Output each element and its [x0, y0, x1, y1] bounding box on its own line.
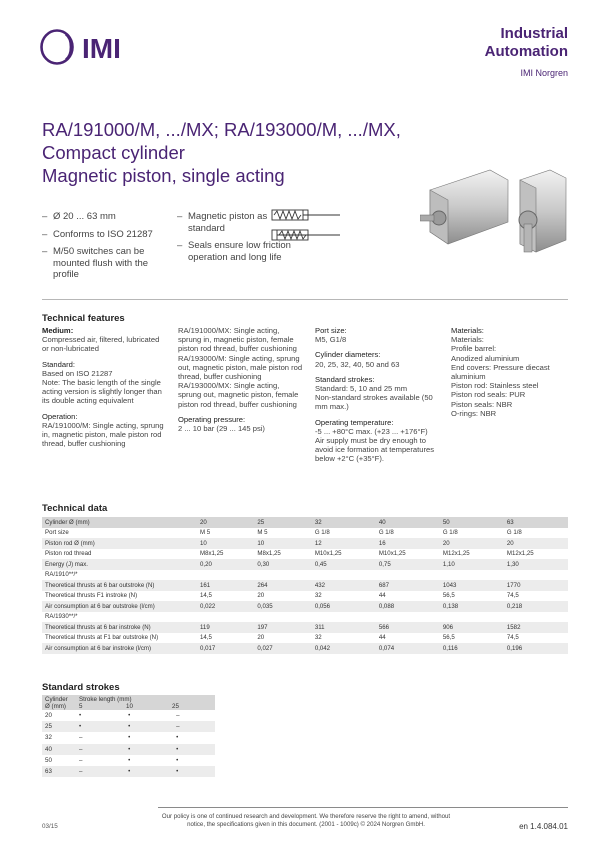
cylinder-diameter: 63 — [42, 766, 76, 777]
table-cell: 264 — [254, 580, 311, 591]
strokes-label: Standard strokes: — [315, 374, 375, 384]
stroke-availability: • — [79, 712, 82, 720]
bullet-item: – Ø 20 ... 63 mm — [42, 211, 167, 223]
table-row — [42, 643, 568, 654]
table-row — [42, 580, 568, 591]
feature-bullets-left — [42, 211, 167, 287]
table-cell: 197 — [254, 622, 311, 633]
table-row — [42, 622, 568, 633]
materials-item: O-rings: NBR — [451, 408, 497, 418]
table-cell: M10x1,25 — [314, 550, 342, 558]
table-header-row — [42, 695, 215, 710]
table-cell — [376, 570, 440, 581]
table-cell: 20 — [504, 538, 568, 549]
stroke-availability: • — [128, 712, 131, 720]
table-cell: M 5 — [257, 529, 268, 537]
product-photo — [420, 160, 576, 264]
row-label: Piston rod thread — [45, 550, 92, 558]
imi-logo-mark — [40, 28, 150, 66]
tf-column-2 — [178, 326, 303, 439]
row-label: Energy (J) max. — [42, 559, 197, 570]
table-row — [42, 721, 215, 732]
materials-label: Materials: — [451, 326, 484, 335]
table-cell: 74,5 — [506, 592, 519, 600]
materials-item: Piston rod: Stainless steel — [451, 381, 539, 391]
tf-column-1 — [42, 326, 164, 454]
table-cell: 0,218 — [504, 601, 568, 612]
table-row — [42, 549, 568, 560]
table-cell: 0,45 — [312, 559, 376, 570]
row-label: Theoretical thrusts F1 instroke (N) — [45, 592, 138, 600]
table-cell: 0,056 — [312, 601, 376, 612]
operation-4: RA/193000/MX: Single acting, sprung out, magnetic piston, female piston rod thread, buffer cushioning — [178, 381, 299, 409]
table-cell: M10x1,25 — [378, 550, 406, 558]
table-row — [42, 559, 568, 570]
page-number: 03/15 — [42, 823, 58, 830]
stroke-values — [79, 703, 212, 710]
stroke-25: 25 — [172, 703, 179, 710]
row-label: RA/1910**/* — [45, 571, 78, 579]
stroke-availability: – — [176, 712, 180, 720]
table-cell: M12x1,25 — [506, 550, 534, 558]
temperature-label: Operating temperature: — [315, 417, 394, 427]
table-cell — [440, 570, 504, 581]
brand-line1: Industrial — [500, 25, 568, 42]
title-line1: RA/191000/M, .../MX; RA/193000/M, .../MX, — [42, 119, 401, 140]
table-cell — [197, 612, 254, 623]
table-cell: 10 — [197, 538, 254, 549]
table-cell: 44 — [378, 634, 386, 642]
table-cell: 0,022 — [197, 601, 254, 612]
row-label: Theoretical thrusts at 6 bar instroke (N) — [42, 622, 197, 633]
table-row — [42, 755, 215, 766]
table-cell: 32 — [314, 592, 322, 600]
stroke-availability: • — [125, 721, 173, 732]
table-cell: 432 — [312, 580, 376, 591]
table-cell: 40 — [376, 517, 440, 528]
document-title — [42, 118, 401, 187]
footer-divider — [158, 807, 568, 808]
table-cell: M12x1,25 — [442, 550, 470, 558]
table-cell: 0,035 — [254, 601, 311, 612]
table-cell — [376, 612, 440, 623]
table-cell — [504, 612, 568, 623]
row-label: Air consumption at 6 bar outstroke (l/cm) — [42, 601, 197, 612]
stroke-availability: • — [128, 734, 131, 742]
table-cell: M 5 — [200, 529, 211, 537]
row-label: Air consumption at 6 bar instroke (l/cm) — [42, 643, 197, 654]
table-cell: 0,196 — [504, 643, 568, 654]
table-cell — [504, 570, 568, 581]
header-stroke-length: Stroke length (mm) — [79, 696, 132, 703]
operation-1: RA/191000/M: Single acting, sprung in, magnetic piston, male piston rod thread, buffer cushioning — [42, 420, 164, 449]
table-cell: 56,5 — [442, 634, 455, 642]
table-row — [42, 732, 215, 743]
table-cell — [254, 612, 311, 623]
stroke-availability: • — [176, 756, 179, 764]
table-cell: 12 — [312, 538, 376, 549]
pressure-text: 2 ... 10 bar (29 ... 145 psi) — [178, 424, 265, 434]
standard-strokes-table — [42, 695, 215, 777]
stroke-availability: • — [176, 734, 179, 742]
table-cell: M8x1,25 — [257, 550, 281, 558]
cylinder-diameter: 40 — [42, 744, 76, 755]
header-cylinder: Cylinder — [45, 696, 68, 703]
table-row — [42, 591, 568, 602]
table-cell: 0,75 — [376, 559, 440, 570]
table-cell: 10 — [254, 538, 311, 549]
bullet-item: – M/50 switches can be mounted flush with the profile — [42, 246, 167, 281]
table-cell: G 1/8 — [314, 529, 330, 537]
materials-item: Piston rod seals: PUR — [451, 390, 526, 400]
bullet-item: – Magnetic piston as standard — [177, 211, 297, 234]
brand-title — [485, 25, 568, 61]
port-text: M5, G1/8 — [315, 335, 347, 345]
stroke-availability: – — [79, 756, 83, 764]
technical-data-heading: Technical data — [42, 503, 108, 514]
footer-disclaimer: Our policy is one of continued research and development. We therefore reserve the right to amend, without notice, the specifications given in this document. (2001 - 1009c) © 2024 Norgren GmbH. — [161, 813, 451, 828]
table-cell: G 1/8 — [378, 529, 394, 537]
table-cell: 0,20 — [197, 559, 254, 570]
cylinder-diameter: 32 — [45, 734, 52, 742]
row-label: Port size — [45, 529, 69, 537]
table-cell — [312, 612, 376, 623]
table-cell: 32 — [312, 517, 376, 528]
table-cell: 119 — [197, 622, 254, 633]
table-cell: 0,017 — [197, 643, 254, 654]
stroke-col-header — [76, 695, 215, 710]
stroke-availability: – — [173, 721, 215, 732]
table-cell: 16 — [376, 538, 440, 549]
stroke-availability: – — [76, 766, 125, 777]
table-row — [42, 528, 568, 539]
table-cell: 1,10 — [440, 559, 504, 570]
imi-logo — [40, 28, 150, 66]
row-label: Theoretical thrusts at F1 bar outstroke (N) — [45, 634, 159, 642]
temperature-text: -5 ... +80°C max. (+23 ... +176°F) — [315, 426, 428, 436]
operation-label: Operation: — [42, 411, 78, 421]
table-cell — [254, 570, 311, 581]
table-cell: M8x1,25 — [200, 550, 224, 558]
row-label: Theoretical thrusts at 6 bar outstroke (N) — [42, 580, 197, 591]
brand-line2: Automation — [484, 43, 568, 60]
operation-2: RA/191000/MX: Single acting, sprung in, magnetic piston, female piston rod thread, buffer cushioning — [178, 326, 297, 354]
table-row — [42, 710, 215, 721]
table-cell: 0,042 — [312, 643, 376, 654]
table-cell: 44 — [378, 592, 386, 600]
pressure-label: Operating pressure: — [178, 414, 246, 424]
table-cell: 14,5 — [200, 592, 212, 600]
materials-item: Materials: — [451, 335, 484, 345]
header-diameter: Ø (mm) — [45, 703, 66, 710]
table-cell: 20 — [197, 517, 254, 528]
cylinder-symbol-diagram — [270, 208, 410, 248]
cylinder-diameter: 50 — [45, 756, 52, 764]
logo-text: IMI — [82, 33, 121, 64]
stroke-availability: • — [128, 756, 131, 764]
materials-item: Piston seals: NBR — [451, 399, 513, 409]
table-row — [42, 766, 215, 777]
strokes-text2: Non-standard strokes available (50 mm max.) — [315, 393, 433, 412]
row-label: Cylinder Ø (mm) — [42, 517, 197, 528]
table-cell: 906 — [440, 622, 504, 633]
materials-item: Profile barrel: — [451, 344, 497, 354]
table-cell: 0,088 — [376, 601, 440, 612]
strokes-text: Standard: 5, 10 and 25 mm — [315, 384, 408, 394]
table-cell: G 1/8 — [442, 529, 458, 537]
table-cell: 25 — [254, 517, 311, 528]
table-cell: 566 — [376, 622, 440, 633]
table-cell: 63 — [504, 517, 568, 528]
standard-note: Note: The basic length of the single acting version is slightly longer than its double acting equivalent — [42, 378, 162, 406]
materials-item: Anodized aluminium — [451, 353, 520, 363]
tf-column-4 — [451, 326, 571, 418]
standard-strokes-heading: Standard strokes — [42, 682, 120, 693]
table-cell: 1582 — [504, 622, 568, 633]
stroke-10: 10 — [126, 703, 133, 710]
table-cell: 0,30 — [254, 559, 311, 570]
table-cell: 32 — [314, 634, 322, 642]
table-row — [42, 744, 215, 755]
brand-subtitle: IMI Norgren — [520, 68, 568, 78]
table-cell: 14,5 — [200, 634, 212, 642]
table-cell: 20 — [257, 634, 265, 642]
table-row — [42, 633, 568, 644]
table-cell: 20 — [257, 592, 265, 600]
stroke-5: 5 — [79, 703, 83, 710]
temperature-note: Air supply must be dry enough to avoid ice formation at temperatures below +2°C (+35°F). — [315, 436, 435, 464]
stroke-availability: • — [125, 766, 173, 777]
stroke-availability: • — [125, 744, 173, 755]
diameters-label: Cylinder diameters: — [315, 350, 381, 360]
table-row — [42, 601, 568, 612]
cylinder-diameter: 20 — [45, 712, 52, 720]
table-cell: 687 — [376, 580, 440, 591]
title-line2: Compact cylinder — [42, 142, 185, 163]
table-row — [42, 538, 568, 549]
table-cell: 1043 — [440, 580, 504, 591]
table-cell: 1,30 — [504, 559, 568, 570]
table-cell: 0,138 — [440, 601, 504, 612]
stroke-availability: • — [76, 721, 125, 732]
table-cell: 311 — [312, 622, 376, 633]
table-row — [42, 570, 568, 581]
technical-data-table — [42, 517, 568, 654]
bullet-item: – Seals ensure low friction operation and long life — [177, 240, 297, 263]
bullet-item: – Conforms to ISO 21287 — [42, 229, 167, 241]
tf-column-3 — [315, 326, 440, 470]
divider — [42, 299, 568, 300]
row-label: Piston rod Ø (mm) — [42, 538, 197, 549]
table-cell: 0,027 — [254, 643, 311, 654]
stroke-availability: • — [173, 766, 215, 777]
port-label: Port size: — [315, 326, 347, 335]
table-cell: 1770 — [504, 580, 568, 591]
document-code: en 1.4.084.01 — [519, 822, 568, 831]
medium-label: Medium: — [42, 326, 74, 335]
table-cell: 20 — [440, 538, 504, 549]
table-cell — [197, 570, 254, 581]
technical-features-heading: Technical features — [42, 313, 125, 324]
table-header-row — [42, 517, 568, 528]
stroke-availability: – — [76, 744, 125, 755]
table-cell: 50 — [440, 517, 504, 528]
materials-item: End covers: Pressure diecast aluminium — [451, 362, 550, 382]
stroke-availability: • — [173, 744, 215, 755]
table-cell — [312, 570, 376, 581]
medium-text: Compressed air, filtered, lubricated or non-lubricated — [42, 335, 160, 354]
table-cell: 0,116 — [440, 643, 504, 654]
stroke-availability: – — [79, 734, 83, 742]
table-cell: 161 — [197, 580, 254, 591]
table-cell: 0,074 — [376, 643, 440, 654]
standard-text: Based on ISO 21287 — [42, 368, 113, 378]
row-label: RA/1930**/* — [45, 613, 78, 621]
standard-label: Standard: — [42, 359, 75, 369]
title-line3: Magnetic piston, single acting — [42, 165, 285, 186]
table-cell: 56,5 — [442, 592, 455, 600]
diameters-text: 20, 25, 32, 40, 50 and 63 — [315, 359, 400, 369]
operation-3: RA/193000/M: Single acting, sprung out, magnetic piston, male piston rod thread, buffer cushioning — [178, 353, 303, 382]
cylinder-col-header — [42, 695, 76, 710]
table-cell — [440, 612, 504, 623]
table-cell: G 1/8 — [506, 529, 522, 537]
table-cell: 74,5 — [506, 634, 519, 642]
cylinder-diameter: 25 — [42, 721, 76, 732]
table-row — [42, 612, 568, 623]
